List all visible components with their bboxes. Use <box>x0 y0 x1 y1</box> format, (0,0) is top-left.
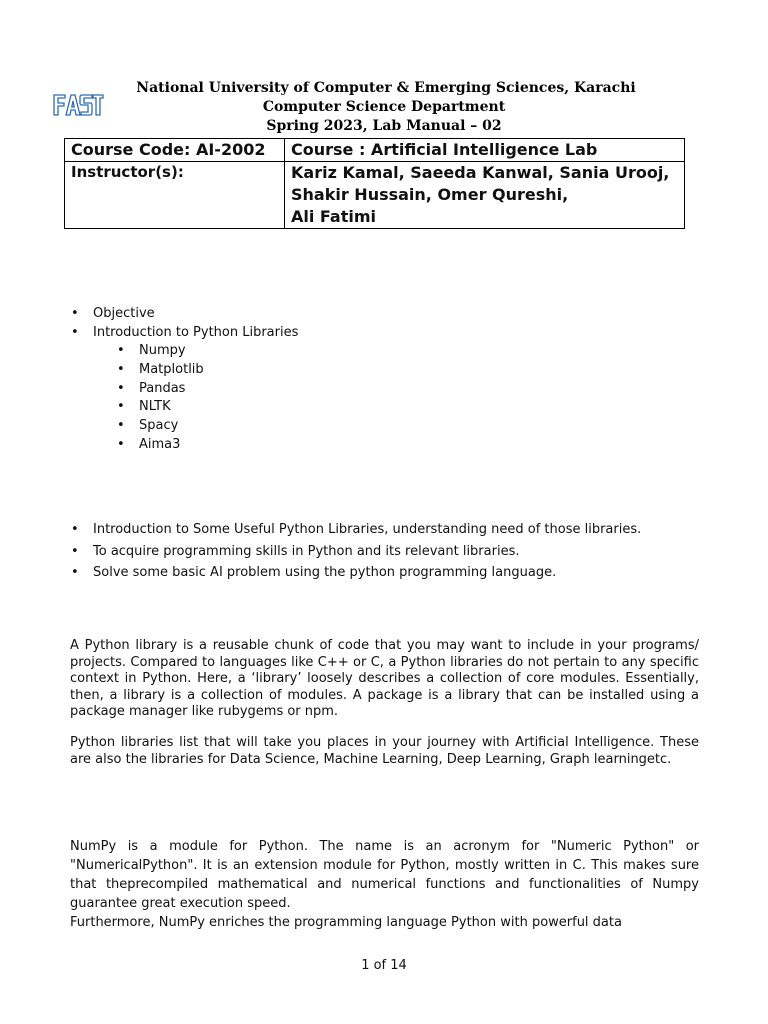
instructor-line: Kariz Kamal, Saeeda Kanwal, Sania Urooj, <box>291 163 670 182</box>
list-item: • Objective <box>71 306 155 321</box>
library-intro-paragraph: A Python library is a reusable chunk of code that you may want to include in your programs/ projects. Compared to languages like C++ or C, a Python libraries do not pertain to any specific context in Python. Here, a ‘library’ loosely describes a collection of core modules. Essentially, then, a library is a collection of modules. A package is a library that can be installed using a package manager like rubygems or npm. <box>70 638 699 720</box>
list-item: • Aima3 <box>117 436 181 452</box>
list-item: • To acquire programming skills in Python and its relevant libraries. <box>71 543 520 559</box>
objectives-list <box>0 519 642 584</box>
list-item: • Introduction to Some Useful Python Libraries, understanding need of those libraries. <box>71 522 642 537</box>
numpy-text-continued: Furthermore, NumPy enriches the programming language Python with powerful data <box>70 915 622 930</box>
contents-list <box>0 305 299 455</box>
course-name: Course : Artificial Intelligence Lab <box>285 139 685 162</box>
list-item: • Pandas <box>117 380 186 396</box>
list-item: • Numpy <box>117 343 186 359</box>
list-item: • Introduction to Python Libraries <box>71 324 299 340</box>
numpy-paragraph <box>70 837 699 932</box>
instructor-label: Instructor(s): <box>65 162 285 229</box>
page-number: 1 of 14 <box>361 958 407 973</box>
course-info-table <box>64 138 685 229</box>
list-item: • Solve some basic AI problem using the python programming language. <box>71 565 557 580</box>
list-item: • Spacy <box>117 418 179 434</box>
instructor-line: Shakir Hussain, Omer Qureshi, <box>291 185 569 204</box>
instructor-line: Ali Fatimi <box>291 207 376 226</box>
university-name: National University of Computer & Emerging Sciences, Karachi <box>136 80 636 96</box>
course-code: Course Code: AI-2002 <box>65 139 285 162</box>
list-item: • NLTK <box>117 399 171 415</box>
libraries-list-paragraph: Python libraries list that will take you places in your journey with Artificial Intelligence. These are also the libraries for Data Science, Machine Learning, Deep Learning, Graph learningetc. <box>70 735 699 767</box>
department-name: Computer Science Department <box>262 99 506 115</box>
list-item: • Matplotlib <box>117 362 204 378</box>
semester-title: Spring 2023, Lab Manual – 02 <box>266 118 502 134</box>
numpy-text: NumPy is a module for Python. The name is an acronym for "Numeric Python" or "NumericalPython". It is an extension module for Python, mostly written in C. This makes sure that theprecompiled mathematical and numerical functions and functionalities of Numpy guarantee great execution speed. <box>70 839 699 911</box>
instructor-names <box>285 162 685 229</box>
